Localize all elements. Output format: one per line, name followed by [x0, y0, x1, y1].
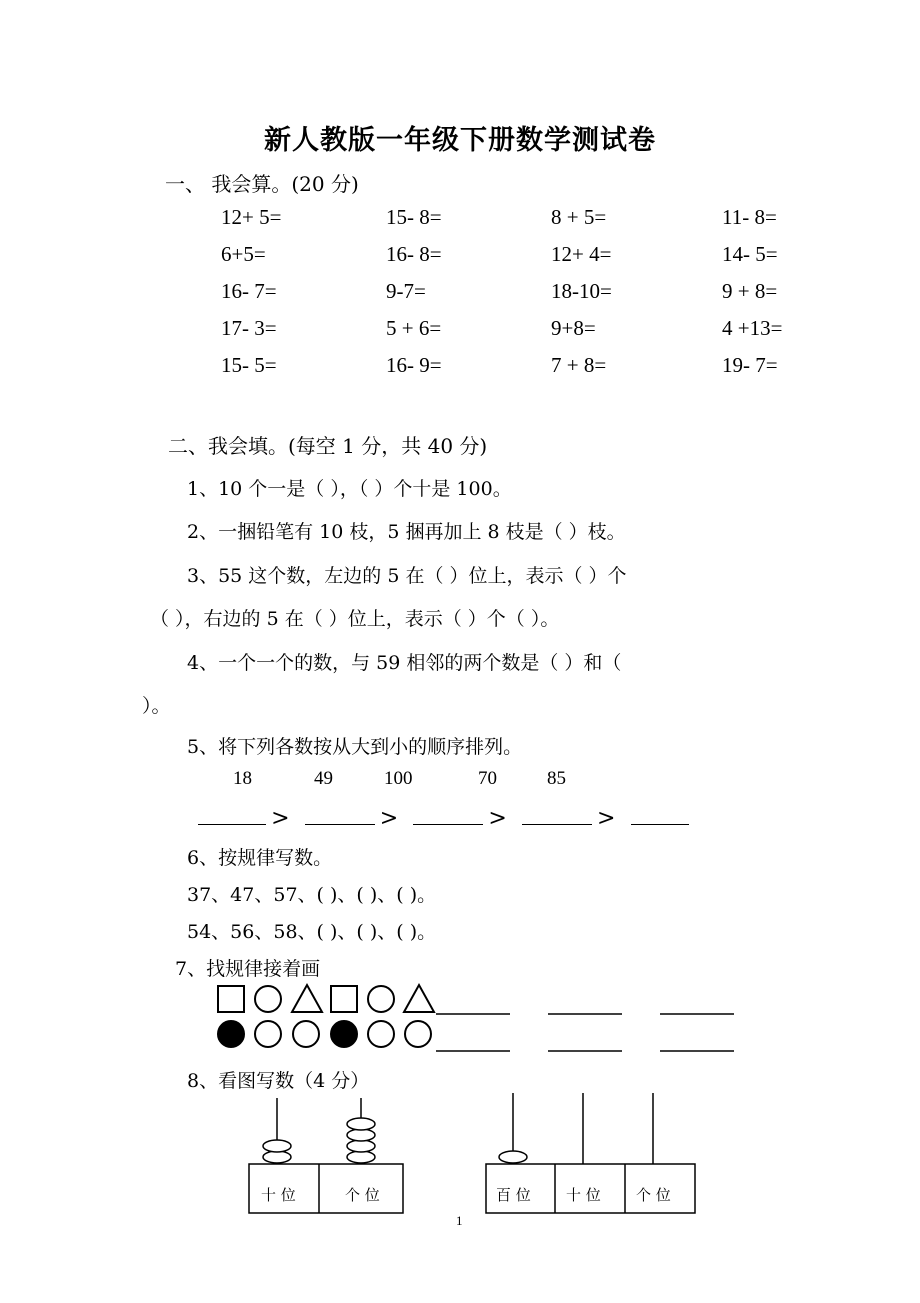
- q5-number: 70: [478, 768, 497, 789]
- question-6-sequence-b: 54、56、58、( )、( )、( )。: [187, 921, 437, 943]
- q5-number: 18: [233, 768, 252, 789]
- question-4-line2: ）。: [142, 695, 171, 717]
- question-2: 2、一捆铅笔有 10 枝，5 捆再加上 8 枝是（ ）枝。: [187, 521, 626, 543]
- calc-problem: 16- 9=: [386, 353, 442, 377]
- square-icon: [331, 986, 357, 1012]
- calc-problem: 16- 7=: [221, 279, 277, 303]
- triangle-icon: [404, 985, 434, 1012]
- filled-circle-icon: [218, 1021, 244, 1047]
- calc-problem: 9+8=: [551, 316, 596, 340]
- pattern-shapes: [210, 980, 750, 1060]
- calc-problem: 15- 8=: [386, 205, 442, 229]
- q5-number: 49: [314, 768, 333, 789]
- place-label: 个 位: [345, 1186, 380, 1204]
- answer-blank[interactable]: [631, 802, 689, 825]
- triangle-icon: [292, 985, 322, 1012]
- section1-heading: 一、 我会算。(20 分): [165, 172, 359, 196]
- answer-blank[interactable]: [305, 802, 375, 825]
- abacus-bead: [347, 1129, 375, 1141]
- answer-blank[interactable]: [522, 802, 592, 825]
- question-1: 1、10 个一是（ ），（ ）个十是 100。: [187, 478, 512, 500]
- place-label: 十 位: [261, 1186, 296, 1204]
- question-3-line2: （ ），右边的 5 在（ ）位上，表示（ ）个（ ）。: [150, 608, 560, 630]
- place-label: 个 位: [636, 1186, 671, 1204]
- calc-problem: 5 + 6=: [386, 316, 442, 340]
- abacus-bead: [347, 1151, 375, 1163]
- question-5: 5、将下列各数按从大到小的顺序排列。: [187, 736, 523, 758]
- calc-problem: 15- 5=: [221, 353, 277, 377]
- calc-problem: 9-7=: [386, 279, 426, 303]
- calc-problem: 8 + 5=: [551, 205, 607, 229]
- abacus-two-place: [245, 1090, 410, 1218]
- calc-problem: 7 + 8=: [551, 353, 607, 377]
- page-title: 新人教版一年级下册数学测试卷: [264, 125, 656, 156]
- place-label: 百 位: [496, 1186, 531, 1204]
- circle-icon: [368, 1021, 394, 1047]
- calc-problem: 19- 7=: [722, 353, 778, 377]
- question-8: 8、看图写数（4 分）: [187, 1070, 370, 1092]
- calc-problem: 16- 8=: [386, 242, 442, 266]
- question-6: 6、按规律写数。: [187, 847, 333, 869]
- q5-number: 100: [384, 768, 413, 789]
- greater-than-sign: >: [379, 806, 399, 831]
- greater-than-sign: >: [596, 806, 616, 831]
- answer-blank[interactable]: [198, 802, 266, 825]
- abacus-three-place: [482, 1090, 700, 1218]
- greater-than-sign: >: [488, 806, 507, 831]
- answer-blank[interactable]: [413, 802, 483, 825]
- question-7: 7、找规律接着画: [175, 958, 321, 980]
- circle-icon: [405, 1021, 431, 1047]
- calc-problem: 18-10=: [551, 279, 612, 303]
- circle-icon: [293, 1021, 319, 1047]
- calc-problem: 17- 3=: [221, 316, 277, 340]
- circle-icon: [255, 1021, 281, 1047]
- abacus-bead: [263, 1140, 291, 1152]
- abacus-bead: [499, 1151, 527, 1163]
- question-6-sequence-a: 37、47、57、( )、( )、( )。: [187, 884, 437, 906]
- calc-problem: 6+5=: [221, 242, 266, 266]
- abacus-bead: [263, 1151, 291, 1163]
- place-label: 十 位: [566, 1186, 601, 1204]
- filled-circle-icon: [331, 1021, 357, 1047]
- abacus-bead: [347, 1140, 375, 1152]
- calc-problem: 14- 5=: [722, 242, 778, 266]
- calc-problem: 11- 8=: [722, 205, 777, 229]
- q5-answer-row: [198, 802, 689, 831]
- greater-than-sign: >: [271, 806, 290, 831]
- page-number: 1: [456, 1213, 463, 1228]
- question-4-line1: 4、一个一个的数，与 59 相邻的两个数是（ ）和（: [187, 652, 622, 674]
- circle-icon: [368, 986, 394, 1012]
- q5-number: 85: [547, 768, 566, 789]
- calc-problem: 4 +13=: [722, 316, 783, 340]
- calc-problem: 12+ 4=: [551, 242, 612, 266]
- square-icon: [218, 986, 244, 1012]
- section2-heading: 二、我会填。(每空 1 分，共 40 分): [168, 434, 488, 458]
- calc-problem: 12+ 5=: [221, 205, 282, 229]
- abacus-bead: [347, 1118, 375, 1130]
- circle-icon: [255, 986, 281, 1012]
- calc-problem: 9 + 8=: [722, 279, 778, 303]
- question-3-line1: 3、55 这个数，左边的 5 在（ ）位上，表示（ ）个: [187, 565, 627, 587]
